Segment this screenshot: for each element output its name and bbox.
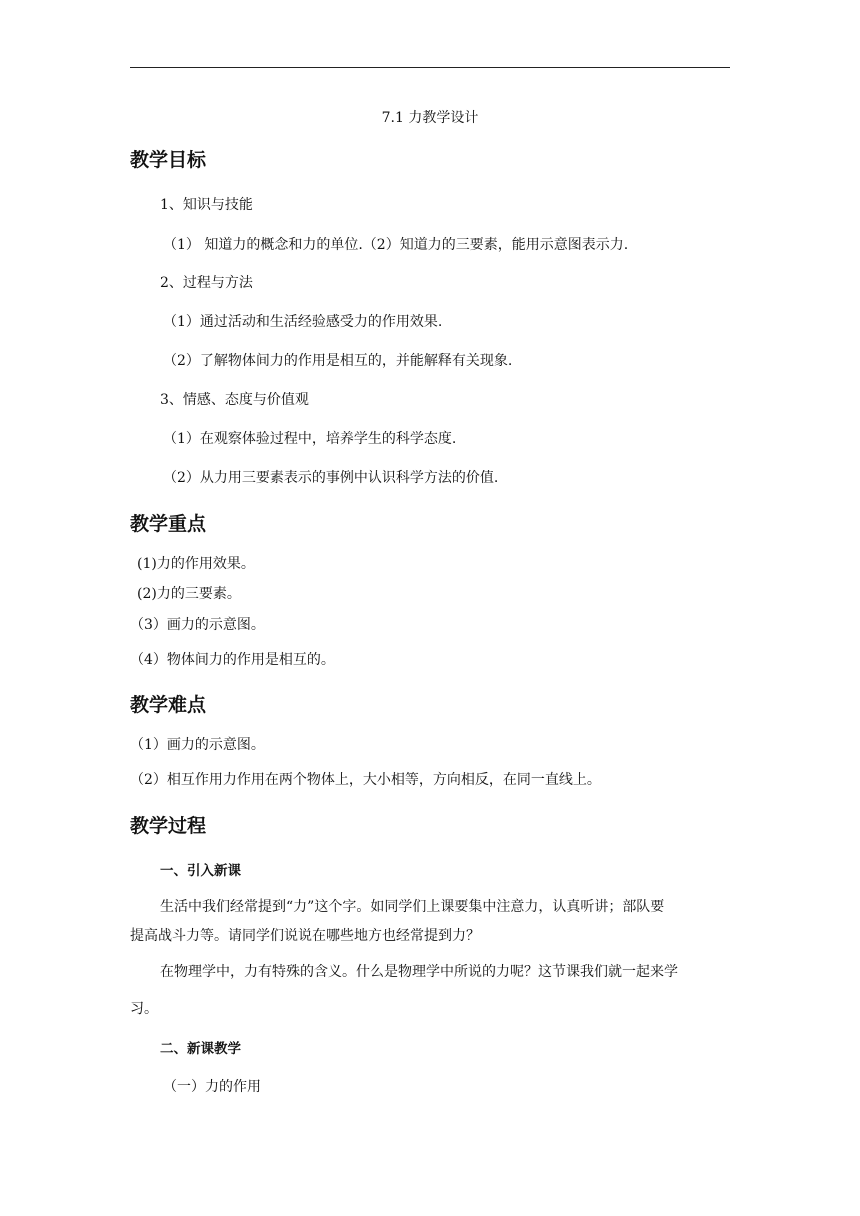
new-lesson-subheading: 二、新课教学 [160, 1041, 241, 1057]
section-heading-goals: 教学目标 [130, 149, 207, 171]
physics-paragraph-line: 在物理学中，力有特殊的含义。什么是物理学中所说的力呢？这节课我们就一起来学 [160, 964, 678, 980]
goal-line: （2）了解物体间力的作用是相互的，并能解释有关现象. [163, 353, 513, 369]
key-point-line: (2)力的三要素。 [137, 586, 241, 602]
document-title: 7.1 力教学设计 [381, 110, 479, 126]
intro-paragraph-line: 生活中我们经常提到“力”这个字。如同学们上课要集中注意力，认真听讲；部队要 [160, 899, 665, 915]
section-heading-process: 教学过程 [130, 815, 207, 837]
goal-line: 3、情感、态度与价值观 [160, 392, 309, 408]
goal-line: 1、知识与技能 [160, 197, 253, 213]
subsection-title: （一）力的作用 [163, 1079, 261, 1095]
key-point-line: （3）画力的示意图。 [130, 617, 265, 633]
goal-line: （1）通过活动和生活经验感受力的作用效果. [163, 314, 443, 330]
physics-paragraph-line: 习。 [130, 1001, 158, 1017]
difficulty-line: （1）画力的示意图。 [130, 737, 265, 753]
difficulty-line: （2）相互作用力作用在两个物体上，大小相等，方向相反，在同一直线上。 [130, 772, 601, 788]
section-heading-difficulties: 教学难点 [130, 694, 207, 716]
goal-line: （1） 知道力的概念和力的单位.（2）知道力的三要素，能用示意图表示力. [163, 237, 629, 253]
goal-line: （1）在观察体验过程中，培养学生的科学态度. [163, 431, 457, 447]
intro-paragraph-line: 提高战斗力等。请同学们说说在哪些地方也经常提到力？ [130, 928, 480, 944]
key-point-line: （4）物体间力的作用是相互的。 [130, 652, 335, 668]
goal-line: 2、过程与方法 [160, 275, 253, 291]
key-point-line: (1)力的作用效果。 [137, 556, 255, 572]
section-heading-key-points: 教学重点 [130, 513, 207, 535]
goal-line: （2）从力用三要素表示的事例中认识科学方法的价值. [163, 470, 499, 486]
header-rule [130, 67, 730, 68]
intro-subheading: 一、引入新课 [160, 863, 241, 879]
